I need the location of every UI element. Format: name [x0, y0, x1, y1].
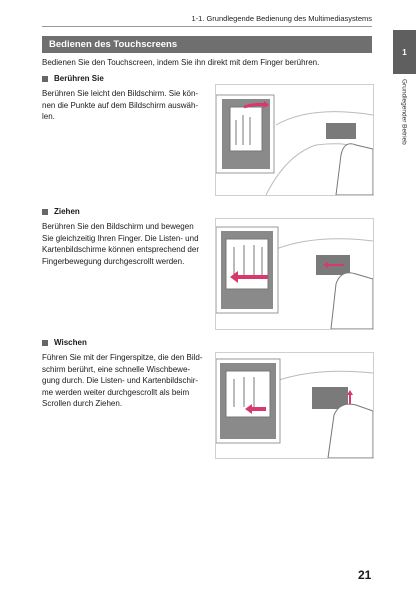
- subsection-title-beruehren: Berühren Sie: [42, 74, 104, 83]
- subsection-text-beruehren: Berühren Sie leicht den Bildschirm. Sie kön- nen die Punkte auf dem Bildschirm auswäh- len.: [42, 89, 199, 121]
- subsection-text-wischen: Führen Sie mit der Fingerspitze, die den Bild- schirm berührt, eine schnelle Wischbewe- gung durch. Die Listen- und Kartenbildschir- me werden weiter durchgescrollt als beim Scrollen durch Ziehen.: [42, 353, 203, 408]
- bullet-square-icon: [42, 76, 48, 82]
- illustration-drag-icon: [215, 218, 374, 330]
- subsection-title-wischen: Wischen: [42, 338, 87, 347]
- bullet-square-icon: [42, 209, 48, 215]
- intro-text: Bedienen Sie den Touchscreen, indem Sie ihn direkt mit dem Finger berühren.: [42, 58, 320, 67]
- illustration-swipe-icon: [215, 352, 374, 459]
- section-title-bar: Bedienen des Touchscreens: [42, 36, 372, 53]
- chapter-tab-number: 1: [393, 30, 416, 74]
- subsection-text-ziehen: Berühren Sie den Bildschirm und bewegen Sie gleichzeitig Ihren Finger. Die Listen- und Kartenbildschirme können entsprechend der Fingerbewegung durchgescrollt werden.: [42, 222, 199, 266]
- illustration-tap-icon: [215, 84, 374, 196]
- subsection-title-ziehen: Ziehen: [42, 207, 80, 216]
- page-header: 1-1. Grundlegende Bedienung des Multimediasystems: [42, 14, 372, 27]
- bullet-square-icon: [42, 340, 48, 346]
- chapter-tab-label: Grundlegender Betrieb: [400, 79, 408, 145]
- page-number: 21: [358, 568, 372, 582]
